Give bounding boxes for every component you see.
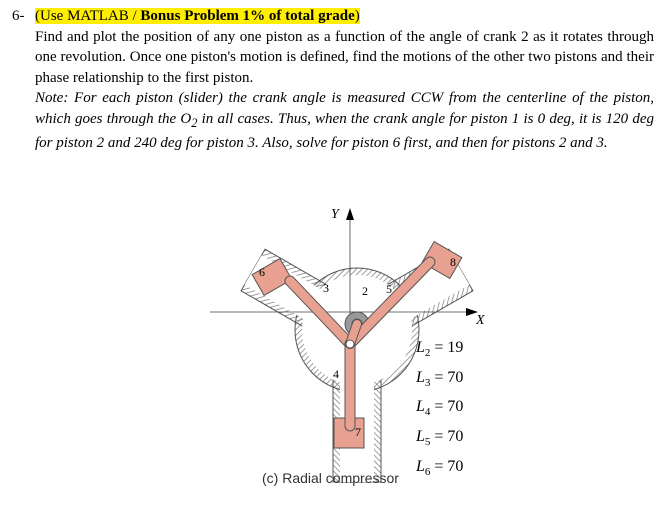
- problem-body: Find and plot the position of any one piston as a function of the angle of crank 2 as it rotates through one revolution. Once one piston's motion is defined, find the motions of the other two pistons and their phase relationship to the first piston.: [35, 28, 654, 86]
- label-8: 8: [450, 255, 456, 269]
- note-text-2: in all cases. Thus, when the crank angle for piston 1 is 0 deg, it is 120 deg for piston 2 and 240 deg for piston 3. Also, solve for piston 6 first, and then for pistons 2 and 3.: [35, 110, 654, 151]
- label-7: 7: [355, 425, 361, 439]
- problem-number: 6-: [12, 8, 25, 24]
- y-axis-arrow-icon: [346, 208, 354, 220]
- title-bold: Bonus Problem 1% of total grade: [140, 8, 355, 24]
- dimension-l2: $L_2 = 19$: [416, 339, 464, 360]
- title-suffix: ): [354, 8, 360, 24]
- label-2: 2: [362, 284, 368, 298]
- label-3: 3: [323, 281, 329, 295]
- x-axis-label: X: [476, 313, 485, 328]
- label-4: 4: [333, 367, 339, 381]
- note-text-1: Note: For each piston (slider) the crank angle is measured CCW from the centerline of the piston, which goes through the O: [35, 90, 654, 127]
- y-axis-label: Y: [331, 207, 339, 222]
- note-subscript: 2: [191, 115, 198, 130]
- dimensions-list: [416, 336, 463, 484]
- dimension-l6: $L_6 = 70$: [416, 457, 464, 478]
- problem-title: [35, 6, 654, 27]
- problem-block: [12, 6, 654, 154]
- dimension-l5: $L_5 = 70$: [416, 428, 464, 449]
- title-highlight: [35, 8, 360, 24]
- dimension-l4: $L_4 = 70$: [416, 398, 464, 419]
- problem-note: [35, 88, 654, 154]
- dimension-l3: $L_3 = 70$: [416, 368, 464, 389]
- figure-caption: (c) Radial compressor: [262, 470, 399, 486]
- rod-joint: [346, 340, 354, 348]
- label-5: 5: [386, 282, 392, 296]
- label-6: 6: [259, 265, 265, 279]
- title-prefix: (Use MATLAB /: [35, 8, 141, 24]
